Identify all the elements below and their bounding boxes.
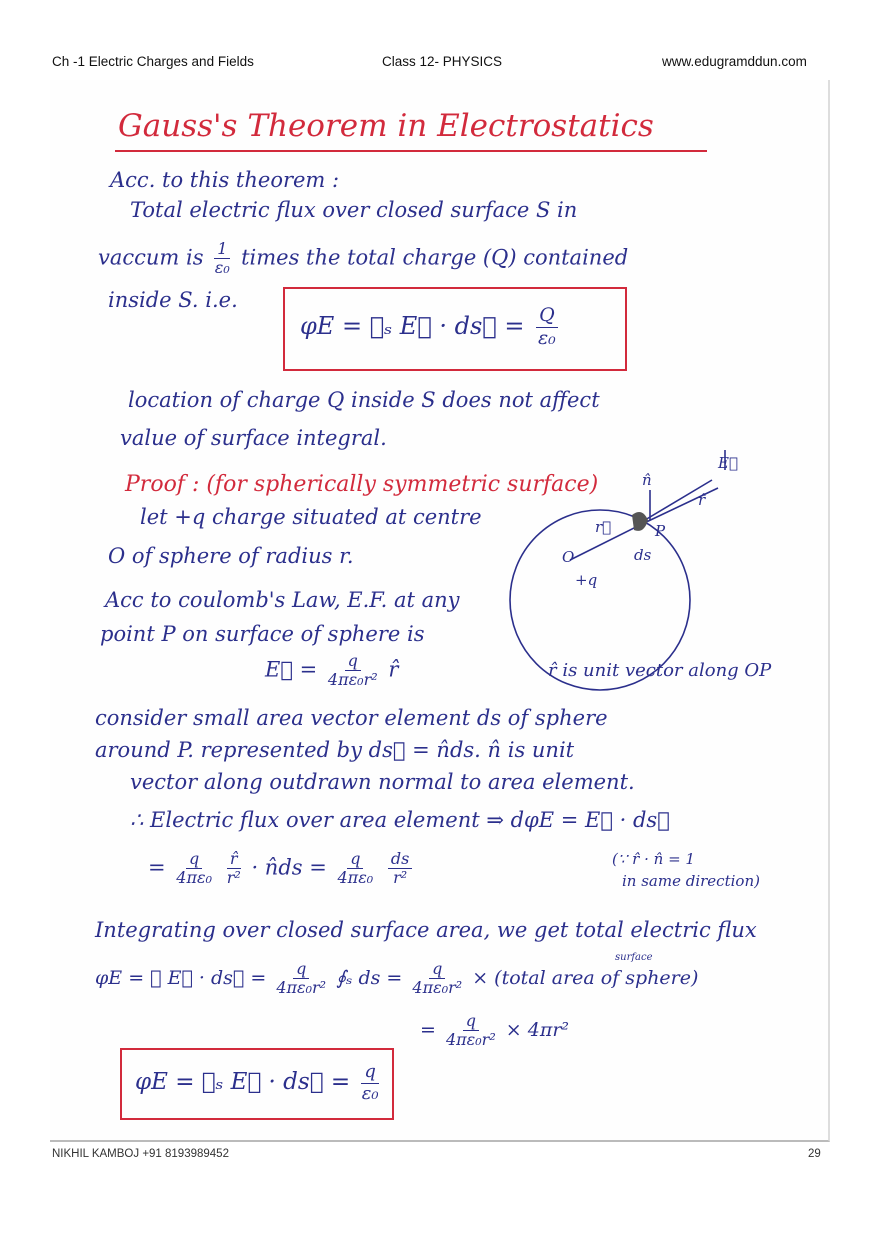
field-arrow (640, 488, 718, 525)
area-equation: = $\frac{q}{\text{4πε₀r²}}$ × 4πr² (420, 1011, 570, 1050)
label-O: O (562, 548, 575, 566)
header-website: www.edugramddun.com (662, 54, 807, 69)
text-line: Total electric flux over closed surface S in (130, 198, 578, 222)
text-line: location of charge Q inside S does not affect (128, 388, 600, 412)
text-line: Acc. to this theorem : (110, 168, 340, 192)
footer-author: NIKHIL KAMBOJ +91 8193989452 (52, 1148, 229, 1160)
proof-heading: Proof : (for spherically symmetric surface) (125, 472, 599, 497)
text-line: Acc to coulomb's Law, E.F. at any (105, 588, 460, 612)
text-line: value of surface integral. (120, 426, 387, 450)
text-line: ∴ Electric flux over area element ⇒ dφE = E⃗ · ds⃗ (130, 808, 670, 832)
label-r-hat: r̂ (698, 491, 706, 509)
label-ds: ds (634, 546, 652, 564)
text-line: let +q charge situated at centre (140, 505, 482, 529)
text-line: O of sphere of radius r. (108, 544, 354, 568)
text-line: surface (615, 952, 653, 963)
header-chapter: Ch -1 Electric Charges and Fields (52, 54, 254, 69)
flux-element-equation: = $\frac{q}{\text{4πε₀}}$ $\frac{r̂}{\text{r²}}$ · n̂ds = $\frac{q}{\text{4πε₀}}$ $\frac{ds}{\text{r²}}$ (148, 850, 416, 888)
text-line: around P. represented by ds⃗ = n̂ds. n̂ is unit (95, 738, 575, 762)
area-element-ds (632, 512, 648, 531)
text-line: consider small area vector element ds of sphere (95, 706, 608, 730)
text-line: point P on surface of sphere is (100, 622, 425, 646)
label-P: P (655, 522, 666, 540)
text-line: inside S. i.e. (108, 288, 238, 312)
text-line: r̂ is unit vector along OP (548, 660, 772, 681)
text-line: vector along outdrawn normal to area element. (130, 770, 635, 794)
coulomb-field-equation: E⃗ = $\frac{q}{\text{4πε₀r²}}$ r̂ (265, 651, 399, 690)
text-line: (∵ r̂ · n̂ = 1 (612, 850, 695, 868)
page-number: 29 (808, 1148, 821, 1160)
label-r: r⃗ (595, 518, 612, 536)
label-q: +q (575, 571, 598, 589)
gauss-formula: φE = ∮ₛ E⃗ · ds⃗ = $\frac{Q}{\text{ε₀}}$ (300, 304, 556, 349)
text-line: Integrating over closed surface area, we get total electric flux (95, 918, 757, 942)
label-n-hat: n̂ (642, 471, 652, 489)
header-class: Class 12- PHYSICS (382, 54, 503, 69)
text-line: vaccum is $\frac{1}{\text{ε₀}}$ times the total charge (Q) contained (98, 239, 629, 278)
text-line: in same direction) (622, 872, 760, 890)
label-E: E⃗ (718, 454, 738, 472)
gauss-result: φE = ∮ₛ E⃗ · ds⃗ = $\frac{q}{\text{ε₀}}$ (135, 1061, 379, 1104)
total-flux-equation: φE = ∮ E⃗ · ds⃗ = $\frac{q}{\text{4πε₀r²}}$ ∮ₛ ds = $\frac{q}{\text{4πε₀r²}}$ × (total area of sphere) (95, 959, 699, 998)
notes-title: Gauss's Theorem in Electrostatics (118, 108, 654, 144)
